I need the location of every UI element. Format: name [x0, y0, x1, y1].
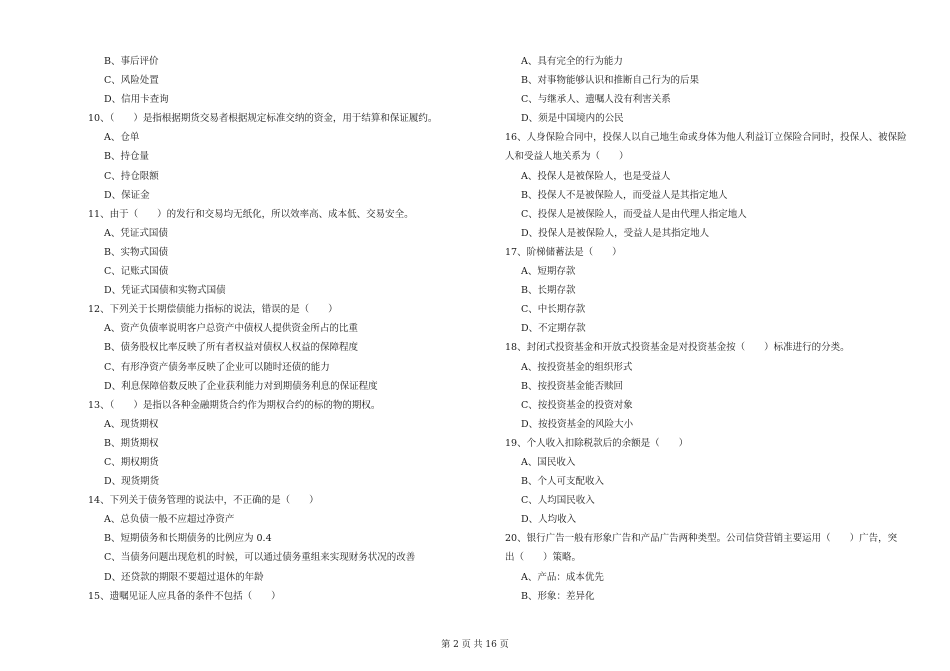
left-column	[88, 52, 468, 606]
answer-option: A、具有完全的行为能力	[521, 56, 623, 67]
answer-option: D、现货期货	[104, 476, 160, 488]
question-line: 19、个人收入扣除税款后的余额是（ ）	[505, 437, 689, 449]
answer-option: A、仓单	[104, 132, 140, 144]
question-line: 20、银行广告一般有形象广告和产品广告两种类型。公司信贷营销主要运用（ ）广告，突	[505, 533, 898, 545]
question-line: 18、封闭式投资基金和开放式投资基金是对投资基金按（ ）标准进行的分类。	[505, 342, 850, 354]
question-line: 14、下列关于债务管理的说法中，不正确的是（ ）	[88, 495, 319, 507]
question-line: 13、（ ）是指以各种金融期货合约作为期权合约的标的物的期权。	[88, 399, 381, 411]
answer-option: A、产品：成本优先	[521, 571, 604, 583]
answer-option: B、对事物能够认识和推断自己行为的后果	[521, 75, 699, 87]
answer-option: A、投保人是被保险人，也是受益人	[521, 170, 671, 182]
answer-option: C、记账式国债	[104, 266, 169, 278]
answer-option: B、短期债务和长期债务的比例应为 0.4	[104, 533, 272, 545]
answer-option: B、长期存款	[521, 285, 576, 297]
answer-option: D、不定期存款	[521, 323, 586, 335]
answer-option: C、期权期货	[104, 456, 159, 468]
answer-option: D、凭证式国债和实物式国债	[104, 285, 226, 297]
answer-option: D、按投资基金的风险大小	[521, 418, 634, 430]
question-line: 人和受益人地关系为（ ）	[505, 151, 629, 163]
question-line: 16、人身保险合同中，投保人以自己地生命或身体为他人利益订立保险合同时，投保人、被保险	[505, 132, 907, 144]
answer-option: D、还贷款的期限不要超过退休的年龄	[104, 571, 264, 583]
answer-option: A、现货期权	[104, 418, 159, 430]
answer-option: A、国民收入	[521, 456, 576, 468]
answer-option: B、个人可支配收入	[521, 476, 604, 488]
page-footer: 第 2 页 共 16 页	[441, 640, 509, 650]
question-line: 15、遗嘱见证人应具备的条件不包括（ ）	[88, 590, 281, 602]
answer-option: C、风险处置	[104, 75, 159, 87]
answer-option: C、投保人是被保险人，而受益人是由代理人指定地人	[521, 208, 747, 220]
answer-option: A、按投资基金的组织形式	[521, 361, 633, 373]
answer-option: D、信用卡查询	[104, 94, 169, 106]
question-line: 10、（ ）是指根据期货交易者根据规定标准交纳的资金，用于结算和保证履约。	[88, 113, 438, 125]
question-line: 12、下列关于长期偿债能力指标的说法，错误的是（ ）	[88, 304, 338, 316]
answer-option: C、持仓限额	[104, 170, 159, 182]
question-line: 11、由于（ ）的发行和交易均无纸化，所以效率高、成本低、交易安全。	[88, 208, 414, 220]
answer-option: D、人均收入	[521, 514, 577, 526]
answer-option: D、保证金	[104, 189, 150, 201]
answer-option: C、人均国民收入	[521, 495, 595, 507]
answer-option: D、须是中国境内的公民	[521, 113, 624, 125]
answer-option: C、按投资基金的投资对象	[521, 399, 633, 411]
answer-option: B、事后评价	[104, 56, 159, 67]
answer-option: C、有形净资产债务率反映了企业可以随时还债的能力	[104, 361, 330, 373]
answer-option: B、期货期权	[104, 437, 159, 449]
answer-option: A、资产负债率说明客户总资产中债权人提供资金所占的比重	[104, 323, 358, 335]
answer-option: D、利息保障倍数反映了企业获利能力对到期债务利息的保证程度	[104, 380, 378, 392]
answer-option: B、实物式国债	[104, 246, 168, 258]
answer-option: C、中长期存款	[521, 304, 586, 316]
answer-option: B、按投资基金能否赎回	[521, 380, 623, 392]
answer-option: C、与继承人、遗嘱人没有利害关系	[521, 94, 671, 106]
answer-option: B、投保人不是被保险人，而受益人是其指定地人	[521, 189, 728, 201]
answer-option: B、持仓量	[104, 151, 149, 163]
question-line: 出（ ）策略。	[505, 552, 582, 564]
answer-option: A、凭证式国债	[104, 227, 168, 239]
answer-option: B、债务股权比率反映了所有者权益对债权人权益的保障程度	[104, 342, 358, 354]
right-column	[505, 52, 910, 606]
answer-option: C、当债务问题出现危机的时候，可以通过债务重组来实现财务状况的改善	[104, 552, 416, 564]
answer-option: D、投保人是被保险人，受益人是其指定地人	[521, 227, 710, 239]
question-line: 17、阶梯储蓄法是（ ）	[505, 246, 622, 258]
answer-option: B、形象：差异化	[521, 590, 595, 602]
answer-option: A、短期存款	[521, 266, 576, 278]
answer-option: A、总负债一般不应超过净资产	[104, 514, 235, 526]
